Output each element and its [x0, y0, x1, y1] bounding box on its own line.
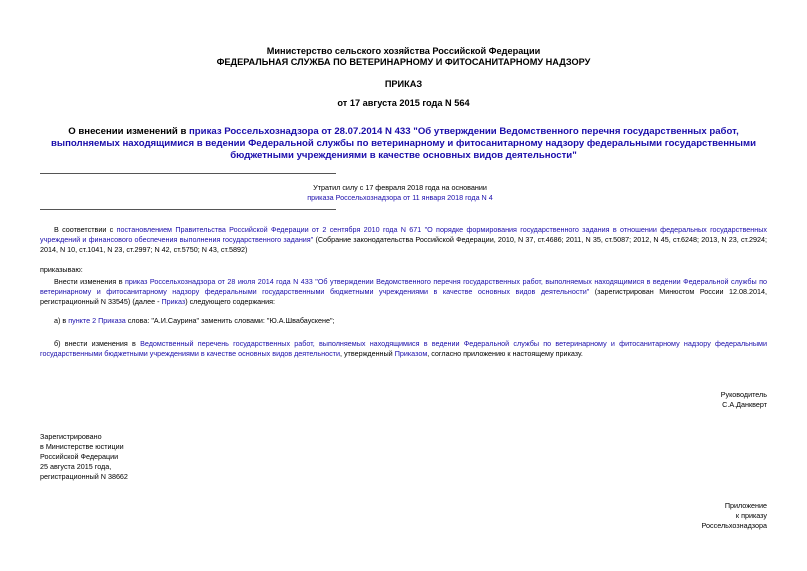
registration-line: 25 августа 2015 года, — [40, 462, 112, 471]
order-433-link[interactable]: приказ Россельхознадзора от 28 июля 2014 года N 433 "Об утверждении Ведомственного перечня государственных работ, выполняемых находящимися в ведении Федеральной службы по ветеринарному и фитосанитарному надзору федеральными государственными бюджетными учреждениями в качестве основных видов деятельности" — [40, 277, 767, 296]
lost-force-link[interactable]: приказа Россельхознадзора от 11 января 2018 года N 4 — [307, 193, 493, 202]
ministry-name: Министерство сельского хозяйства Российской Федерации — [266, 46, 541, 56]
registration-line: регистрационный N 38662 — [40, 472, 128, 481]
appendix-block — [702, 501, 767, 531]
item-a-suffix: слова: "А.И.Саурина" заменить словами: "Ю.А.Швабаускене"; — [125, 316, 335, 325]
registration-line: Зарегистрировано — [40, 432, 102, 441]
item-a-link[interactable]: пункте 2 Приказа — [68, 316, 126, 325]
appendix-line: к приказу — [735, 511, 767, 520]
registration-line: Российской Федерации — [40, 452, 119, 461]
item-b-link2[interactable]: Приказом — [394, 349, 428, 358]
item-b-prefix: б) внести изменения в — [54, 339, 141, 348]
item-a-prefix: а) в — [54, 316, 69, 325]
service-name: ФЕДЕРАЛЬНАЯ СЛУЖБА ПО ВЕТЕРИНАРНОМУ И ФИТОСАНИТАРНОМУ НАДЗОРУ — [216, 57, 591, 67]
registration-line: в Министерстве юстиции — [40, 442, 124, 451]
p1-suffix: (Собрание законодательства Российской Федерации, 2010, N 37, ст.4686; 2011, N 35, ст.5087; 2012, N 45, ст.6248; 2013, N 23, ст.2924; 2014, N 10, ст.1041, N 23, ст.2997; N 42, ст.5750; N 43, ст.5892) — [40, 235, 768, 254]
item-b-link[interactable]: Ведомственный перечень государственных работ, выполняемых находящимися в ведении Федеральной службы по ветеринарному и фитосанитарному надзору федеральными государственными бюджетными учреждениями в качестве основных видов деятельности — [40, 339, 767, 358]
p2-prefix: Внести изменения в — [54, 277, 125, 286]
gov-decree-link[interactable]: постановлением Правительства Российской Федерации от 2 сентября 2010 года N 671 "О порядке формирования государственного задания в отношении федеральных государственных учреждений и финансового обеспечения выполнения государственного задания" — [40, 225, 767, 244]
doc-type: ПРИКАЗ — [384, 79, 423, 89]
p2-suffix: ) следующего содержания: — [185, 297, 276, 306]
title-link[interactable]: приказ Россельхознадзора от 28.07.2014 N 433 "Об утверждении Ведомственного перечня государственных работ, выполняемых находящимися в ведении Федеральной службы по ветеринарному и фитосанитарному надзору федеральными государственными бюджетными учреждениями в качестве основных видов деятельности" — [51, 126, 756, 161]
order-word: приказываю: — [40, 265, 83, 274]
order-short-link[interactable]: Приказ — [161, 297, 186, 306]
divider-top — [40, 173, 336, 174]
p2-mid: (зарегистрирован Минюстом России 12.08.2014, регистрационный N 33545) (далее - — [40, 287, 767, 306]
p1-prefix: В соответствии с — [54, 225, 117, 234]
signature-role: Руководитель — [720, 390, 767, 399]
appendix-line: Россельхознадзора — [701, 521, 767, 530]
appendix-line: Приложение — [724, 501, 767, 510]
registration-block — [40, 432, 128, 482]
doc-date: от 17 августа 2015 года N 564 — [337, 98, 470, 108]
lost-force-text: Утратил силу с 17 февраля 2018 года на основании — [313, 183, 487, 192]
signature-block — [721, 390, 767, 410]
divider-bottom — [40, 209, 336, 210]
item-a — [40, 316, 767, 326]
paragraph-amend — [40, 277, 767, 307]
lost-force-block — [240, 193, 560, 203]
item-b-mid: , утвержденный — [339, 349, 395, 358]
paragraph-basis — [40, 225, 767, 255]
item-b-suffix: , согласно приложению к настоящему приказу. — [427, 349, 583, 358]
signature-name: С.А.Данкверт — [722, 400, 767, 409]
document-title — [40, 126, 767, 162]
title-prefix: О внесении изменений в — [68, 126, 190, 137]
item-b — [40, 339, 767, 359]
